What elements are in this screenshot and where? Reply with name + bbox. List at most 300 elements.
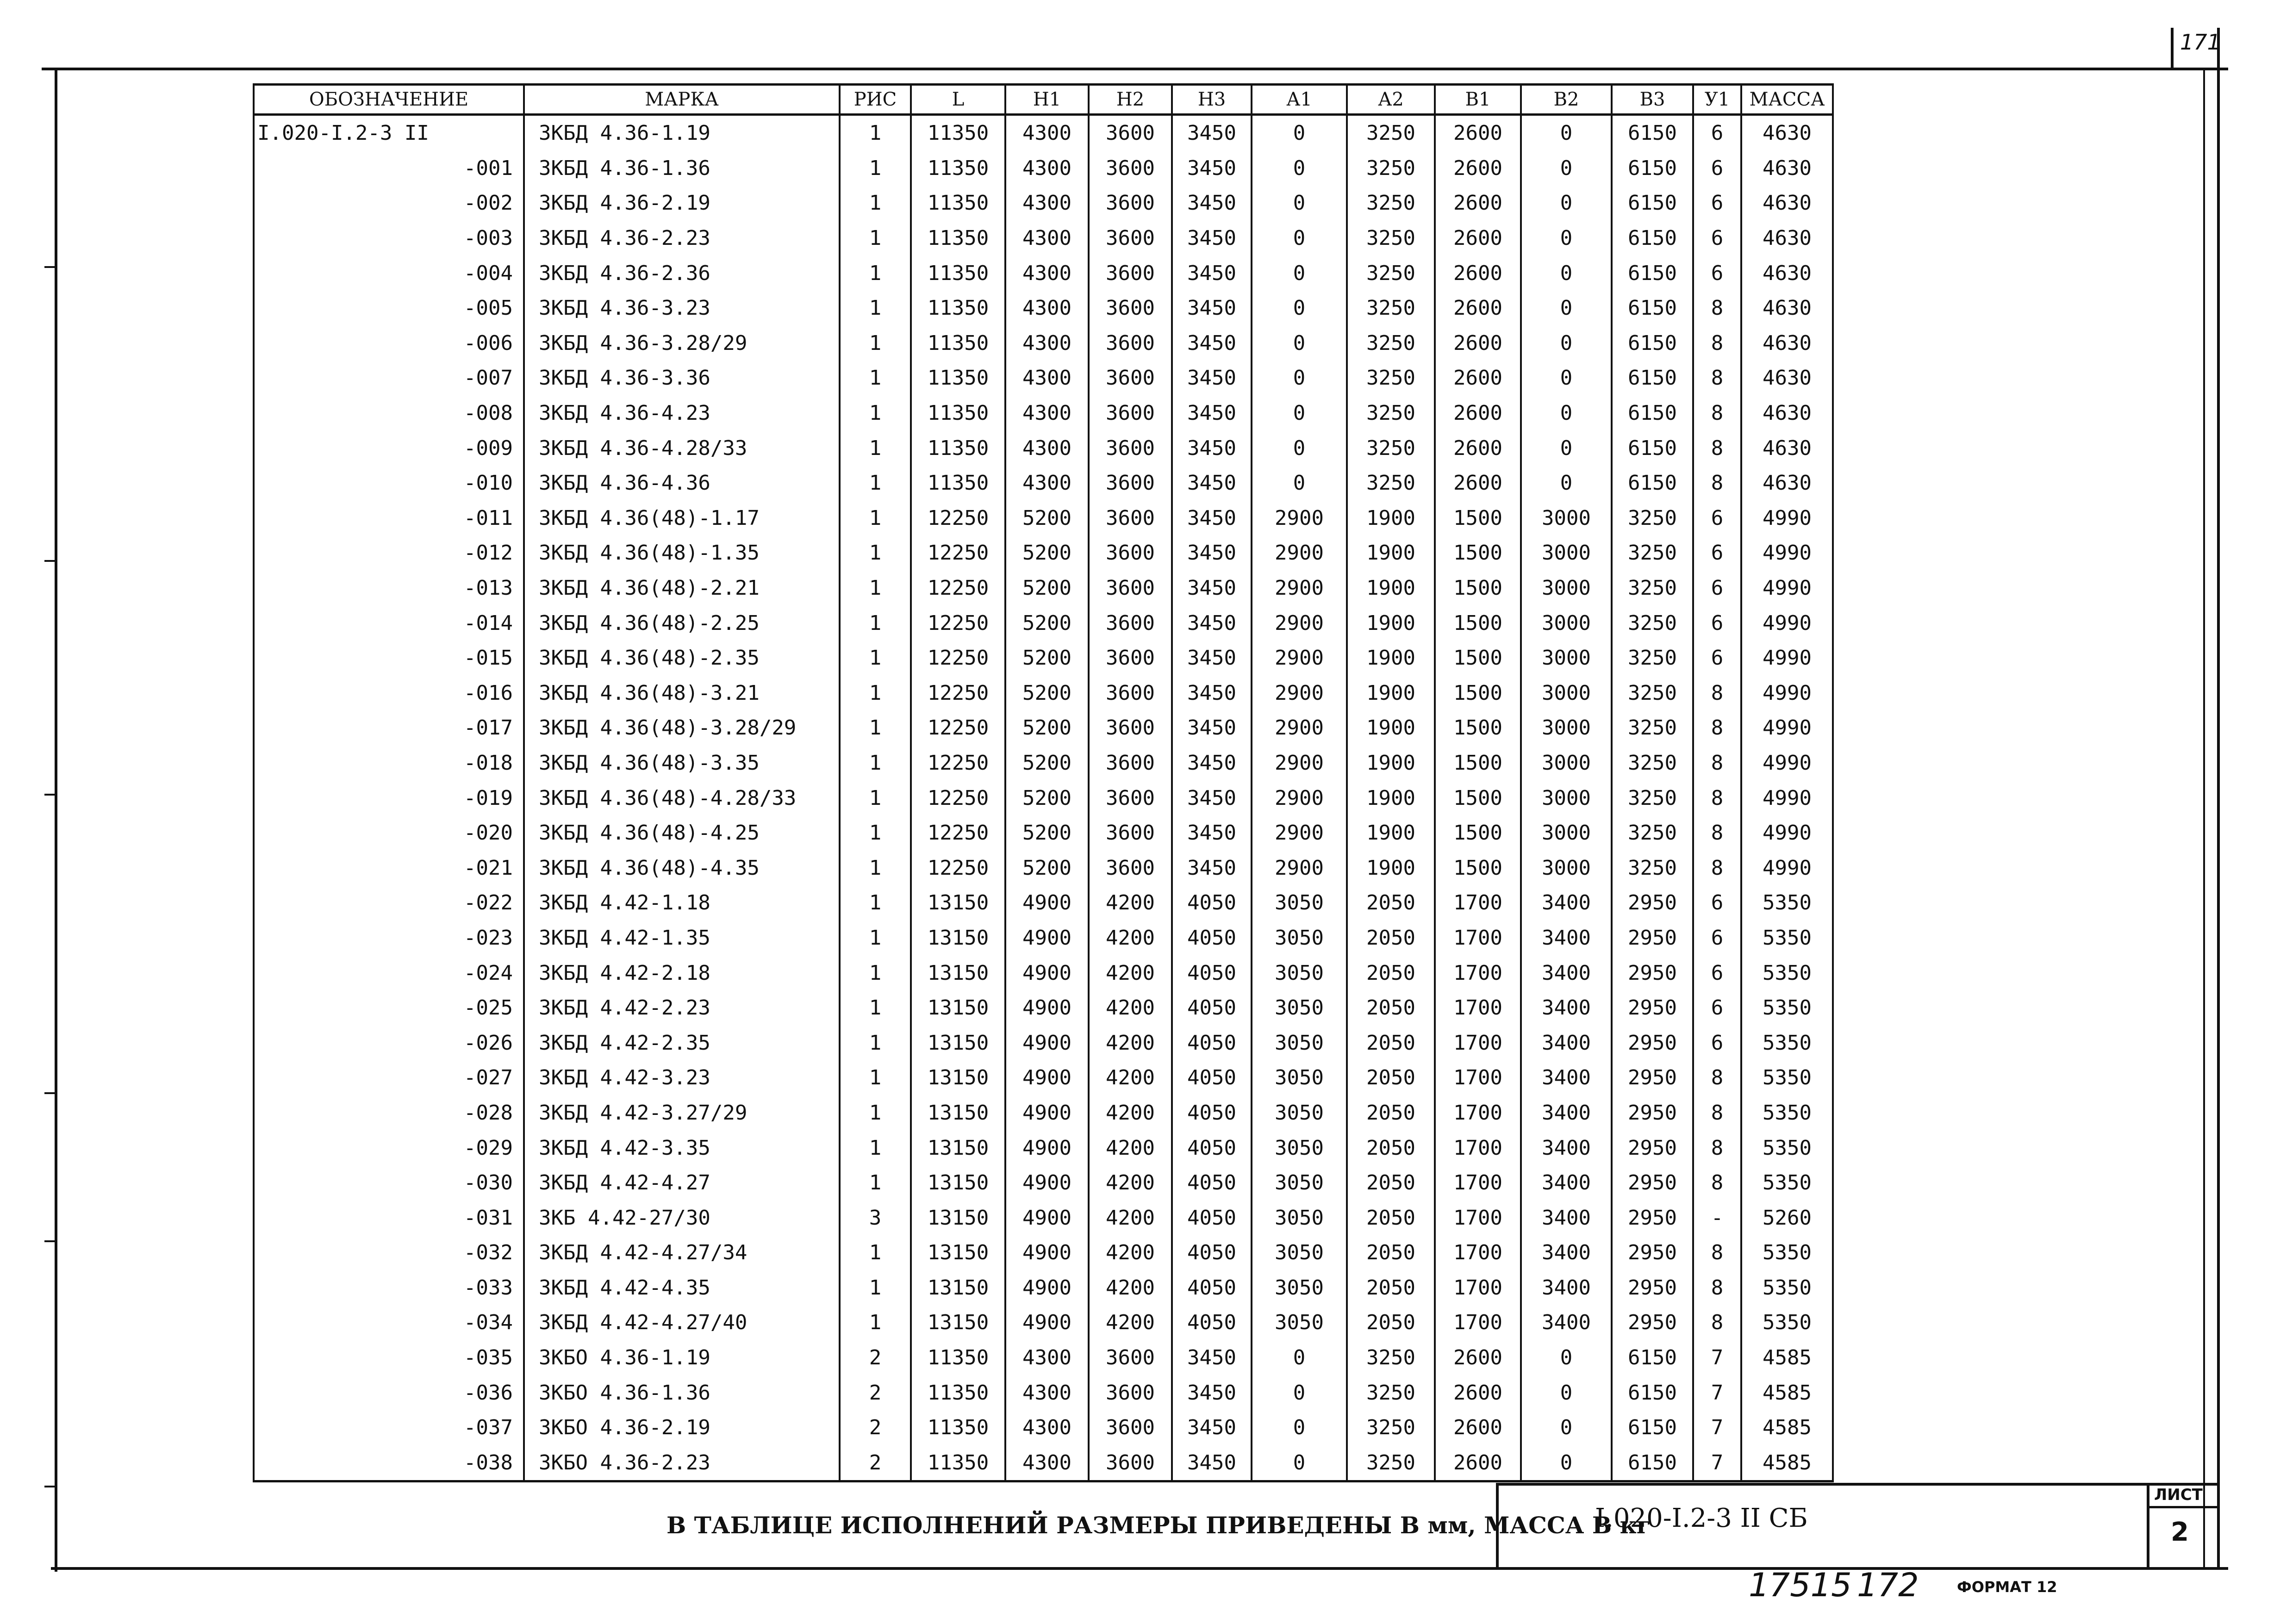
table-cell: ЗКБД 4.36(48)-4.25 [524,815,840,851]
table-cell: 1 [840,361,911,396]
table-cell: 13150 [911,885,1005,921]
table-cell: 3050 [1252,921,1347,956]
table-cell: 2600 [1435,115,1521,151]
table-cell: 3600 [1089,115,1172,151]
table-cell: 3600 [1089,396,1172,431]
table-cell: 2 [840,1340,911,1375]
column-header: Н1 [1005,85,1089,115]
table-cell: 0 [1521,326,1612,361]
table-row [254,1375,1833,1410]
table-cell: 5350 [1741,955,1833,990]
document-designation: I.020-I.2-3 II СБ [1595,1503,1808,1533]
table-cell: 1900 [1347,710,1435,746]
table-cell: 3600 [1089,641,1172,676]
table-row [254,710,1833,746]
table-cell: 2950 [1612,955,1693,990]
table-cell: 1 [840,1165,911,1201]
table-cell: 5350 [1741,1235,1833,1270]
table-cell: 1 [840,815,911,851]
table-row [254,361,1833,396]
table-cell: 11350 [911,430,1005,466]
table-cell: 4990 [1741,571,1833,606]
table-cell: 2900 [1252,710,1347,746]
table-cell: 6150 [1612,1445,1693,1481]
table-cell: ЗКБД 4.42-3.23 [524,1060,840,1095]
table-cell: 13150 [911,1165,1005,1201]
table-cell: 0 [1252,1340,1347,1375]
table-row [254,641,1833,676]
table-cell: 6150 [1612,221,1693,256]
table-cell: 1700 [1435,990,1521,1026]
table-cell: 0 [1521,151,1612,186]
table-cell: ЗКБД 4.36-4.36 [524,466,840,501]
table-cell: 8 [1693,676,1741,711]
table-cell: -037 [254,1410,524,1445]
table-row [254,1235,1833,1270]
table-cell: 4300 [1005,115,1089,151]
margin-tick [44,266,56,268]
table-cell: 4900 [1005,1130,1089,1165]
table-cell: 5350 [1741,1270,1833,1306]
table-cell: 3250 [1347,361,1435,396]
table-cell: 3400 [1521,1025,1612,1060]
table-cell: 4630 [1741,291,1833,326]
table-cell: 0 [1521,1375,1612,1410]
table-cell: -015 [254,641,524,676]
table-cell: 6150 [1612,1340,1693,1375]
table-cell: 4300 [1005,430,1089,466]
table-cell: 11350 [911,151,1005,186]
table-cell: 4050 [1172,1025,1252,1060]
table-cell: -028 [254,1095,524,1131]
table-cell: 3600 [1089,850,1172,885]
table-cell: -035 [254,1340,524,1375]
table-cell: 4200 [1089,1165,1172,1201]
table-cell: 4990 [1741,710,1833,746]
table-cell: 11350 [911,361,1005,396]
table-cell: 2050 [1347,885,1435,921]
column-header: ОБОЗНАЧЕНИЕ [254,85,524,115]
table-cell: 0 [1521,430,1612,466]
margin-tick [44,794,56,796]
column-header: У1 [1693,85,1741,115]
table-cell: 3450 [1172,710,1252,746]
table-cell: 13150 [911,1025,1005,1060]
column-header: В3 [1612,85,1693,115]
table-row [254,396,1833,431]
table-cell: 2900 [1252,501,1347,536]
table-cell: 6150 [1612,1375,1693,1410]
table-row [254,1200,1833,1235]
table-cell: 1700 [1435,885,1521,921]
table-cell: 5200 [1005,571,1089,606]
table-cell: 4200 [1089,1130,1172,1165]
table-cell: ЗКБД 4.36-3.23 [524,291,840,326]
table-cell: 4300 [1005,1340,1089,1375]
table-row [254,921,1833,956]
table-cell: ЗКБД 4.36(48)-4.28/33 [524,780,840,815]
table-cell: 4300 [1005,326,1089,361]
table-cell: 2050 [1347,921,1435,956]
table-row [254,1270,1833,1306]
table-cell: 3400 [1521,1165,1612,1201]
table-cell: 4300 [1005,466,1089,501]
table-cell: 13150 [911,1235,1005,1270]
table-cell: 3400 [1521,1200,1612,1235]
table-cell: 2950 [1612,990,1693,1026]
table-cell: 11350 [911,221,1005,256]
table-cell: 0 [1252,361,1347,396]
table-cell: 6 [1693,501,1741,536]
table-cell: 4300 [1005,221,1089,256]
table-cell: 8 [1693,396,1741,431]
table-cell: 2600 [1435,1375,1521,1410]
table-cell: 8 [1693,710,1741,746]
table-cell: 4900 [1005,885,1089,921]
table-cell: 3250 [1612,535,1693,571]
table-cell: 2050 [1347,1235,1435,1270]
table-cell: 2900 [1252,571,1347,606]
table-cell: 4300 [1005,396,1089,431]
table-cell: -006 [254,326,524,361]
table-cell: 2950 [1612,921,1693,956]
table-cell: 6 [1693,535,1741,571]
sheet-label: ЛИСТ [2154,1486,2203,1504]
table-cell: 8 [1693,780,1741,815]
table-cell: -016 [254,676,524,711]
table-cell: 3450 [1172,430,1252,466]
table-cell: 3000 [1521,746,1612,781]
table-cell: ЗКБ 4.42-27/30 [524,1200,840,1235]
table-cell: 4200 [1089,990,1172,1026]
table-cell: 12250 [911,641,1005,676]
table-cell: 6150 [1612,186,1693,221]
table-cell: 4050 [1172,1305,1252,1340]
table-cell: 4200 [1089,1025,1172,1060]
table-cell: 2950 [1612,885,1693,921]
table-cell: ЗКБД 4.36(48)-3.28/29 [524,710,840,746]
table-cell: ЗКБД 4.42-4.27/34 [524,1235,840,1270]
table-cell: 13150 [911,921,1005,956]
table-row [254,115,1833,151]
margin-tick [44,560,56,562]
table-cell: 4200 [1089,1235,1172,1270]
table-row [254,1025,1833,1060]
table-cell: 5200 [1005,676,1089,711]
table-cell: 1900 [1347,641,1435,676]
table-cell: 4990 [1741,850,1833,885]
table-cell: 3450 [1172,186,1252,221]
table-cell: 4200 [1089,921,1172,956]
table-cell: 3050 [1252,1025,1347,1060]
table-cell: 1500 [1435,815,1521,851]
table-cell: 1500 [1435,605,1521,641]
table-cell: 0 [1521,186,1612,221]
table-cell: 4630 [1741,430,1833,466]
table-cell: -023 [254,921,524,956]
table-cell: ЗКБД 4.36-2.19 [524,186,840,221]
table-cell: 4900 [1005,1305,1089,1340]
table-cell: 4630 [1741,396,1833,431]
margin-tick [44,1092,56,1094]
table-cell: 5350 [1741,990,1833,1026]
table-cell: 6150 [1612,151,1693,186]
table-cell: 6 [1693,605,1741,641]
table-cell: 3000 [1521,571,1612,606]
table-cell: 2600 [1435,396,1521,431]
table-cell: 4050 [1172,885,1252,921]
table-cell: 5350 [1741,1025,1833,1060]
table-cell: 5200 [1005,850,1089,885]
table-cell: -014 [254,605,524,641]
table-cell: 2050 [1347,1060,1435,1095]
table-cell: 13150 [911,1270,1005,1306]
table-cell: 6 [1693,571,1741,606]
table-cell: 4200 [1089,1305,1172,1340]
table-cell: 2950 [1612,1305,1693,1340]
table-cell: 3050 [1252,955,1347,990]
table-cell: 3000 [1521,605,1612,641]
table-cell: -007 [254,361,524,396]
table-cell: 4300 [1005,1375,1089,1410]
table-cell: 3450 [1172,255,1252,291]
table-cell: 4990 [1741,535,1833,571]
table-row [254,571,1833,606]
corner-box-left [2171,28,2174,69]
table-cell: 3050 [1252,990,1347,1026]
table-cell: 3600 [1089,1445,1172,1481]
table-cell: 1 [840,990,911,1026]
table-cell: 3450 [1172,1445,1252,1481]
table-cell: 3450 [1172,535,1252,571]
table-cell: 3450 [1172,151,1252,186]
table-cell: 1900 [1347,746,1435,781]
table-cell: ЗКБД 4.36-2.23 [524,221,840,256]
table-cell: 5200 [1005,535,1089,571]
table-cell: ЗКБД 4.42-4.35 [524,1270,840,1306]
table-cell: 4900 [1005,1060,1089,1095]
table-cell: 0 [1252,186,1347,221]
table-cell: 2600 [1435,361,1521,396]
table-cell: 2900 [1252,815,1347,851]
table-cell: 1900 [1347,676,1435,711]
table-cell: 6 [1693,151,1741,186]
table-row [254,151,1833,186]
table-cell: 2050 [1347,1200,1435,1235]
frame-right-inner [2203,68,2205,1570]
table-cell: 5200 [1005,710,1089,746]
table-cell: 4300 [1005,291,1089,326]
table-cell: 5350 [1741,885,1833,921]
table-cell: 5200 [1005,605,1089,641]
table-cell: 3600 [1089,676,1172,711]
table-cell: 3450 [1172,466,1252,501]
table-row [254,430,1833,466]
table-cell: 2600 [1435,466,1521,501]
table-cell: 12250 [911,780,1005,815]
table-cell: 1 [840,326,911,361]
table-cell: 4300 [1005,255,1089,291]
table-cell: 4990 [1741,780,1833,815]
table-cell: 3600 [1089,291,1172,326]
table-cell: 5350 [1741,1060,1833,1095]
table-cell: 3400 [1521,885,1612,921]
table-row [254,186,1833,221]
table-cell: 4585 [1741,1445,1833,1481]
table-cell: 2050 [1347,1025,1435,1060]
table-cell: 4990 [1741,746,1833,781]
table-cell: ЗКБД 4.42-1.18 [524,885,840,921]
table-cell: 1500 [1435,641,1521,676]
table-cell: 6 [1693,885,1741,921]
column-header: МАССА [1741,85,1833,115]
table-cell: 11350 [911,186,1005,221]
table-cell: 2 [840,1445,911,1481]
table-cell: 11350 [911,326,1005,361]
table-row [254,466,1833,501]
table-cell: 2600 [1435,151,1521,186]
table-cell: -029 [254,1130,524,1165]
table-cell: 12250 [911,605,1005,641]
table-cell: ЗКБД 4.42-3.27/29 [524,1095,840,1131]
table-cell: 12250 [911,535,1005,571]
table-cell: 1900 [1347,780,1435,815]
table-cell: 3250 [1612,746,1693,781]
table-cell: 1 [840,221,911,256]
table-cell: 11350 [911,115,1005,151]
table-cell: 3450 [1172,221,1252,256]
table-cell: 3250 [1347,466,1435,501]
table-cell: -033 [254,1270,524,1306]
table-cell: 11350 [911,466,1005,501]
table-cell: -017 [254,710,524,746]
table-cell: 4200 [1089,1270,1172,1306]
table-cell: -034 [254,1305,524,1340]
table-cell: 2600 [1435,186,1521,221]
table-cell: 3450 [1172,676,1252,711]
table-cell: 3000 [1521,501,1612,536]
table-cell: -012 [254,535,524,571]
table-cell: 0 [1252,151,1347,186]
table-cell: 4990 [1741,676,1833,711]
table-cell: 1500 [1435,571,1521,606]
page-number: 172 [1857,1566,1919,1604]
table-cell: 4300 [1005,186,1089,221]
table-cell: -013 [254,571,524,606]
table-cell: 1700 [1435,1165,1521,1201]
table-row [254,1060,1833,1095]
table-cell: -027 [254,1060,524,1095]
table-cell: 2050 [1347,1130,1435,1165]
table-cell: 4630 [1741,361,1833,396]
table-cell: -022 [254,885,524,921]
table-cell: 4900 [1005,921,1089,956]
table-cell: 4900 [1005,1025,1089,1060]
table-cell: 4900 [1005,1095,1089,1131]
table-cell: 1 [840,1060,911,1095]
table-cell: 13150 [911,990,1005,1026]
table-cell: 5200 [1005,746,1089,781]
table-cell: 1 [840,466,911,501]
table-cell: 1 [840,1270,911,1306]
table-cell: 0 [1252,1375,1347,1410]
table-cell: ЗКБО 4.36-2.19 [524,1410,840,1445]
table-cell: 4630 [1741,326,1833,361]
table-cell: 2900 [1252,641,1347,676]
table-cell: 8 [1693,1060,1741,1095]
table-cell: 3250 [1612,641,1693,676]
table-cell: 2900 [1252,780,1347,815]
table-cell: 7 [1693,1445,1741,1481]
titleblock-top [1496,1483,2219,1486]
table-cell: 4300 [1005,151,1089,186]
column-header: В2 [1521,85,1612,115]
table-cell: 3250 [1612,710,1693,746]
table-cell: -018 [254,746,524,781]
table-cell: 11350 [911,1375,1005,1410]
table-cell: 1 [840,255,911,291]
table-cell: 4630 [1741,151,1833,186]
table-cell: 12250 [911,746,1005,781]
column-header: МАРКА [524,85,840,115]
table-cell: 3450 [1172,641,1252,676]
table-cell: 3250 [1347,1340,1435,1375]
table-cell: 1700 [1435,1235,1521,1270]
table-cell: -026 [254,1025,524,1060]
margin-tick [44,1240,56,1242]
table-cell: ЗКБД 4.36(48)-4.35 [524,850,840,885]
table-cell: 4630 [1741,466,1833,501]
table-cell: ЗКБД 4.36(48)-2.25 [524,605,840,641]
table-cell: 6 [1693,955,1741,990]
table-cell: 3600 [1089,221,1172,256]
table-cell: 2950 [1612,1095,1693,1131]
table-cell: -011 [254,501,524,536]
table-cell: 3450 [1172,1410,1252,1445]
table-cell: 3000 [1521,850,1612,885]
table-cell: 1700 [1435,1060,1521,1095]
table-cell: 2900 [1252,746,1347,781]
table-cell: 12250 [911,501,1005,536]
table-cell: 4630 [1741,221,1833,256]
table-cell: 0 [1521,1410,1612,1445]
table-cell: 0 [1521,291,1612,326]
table-cell: 3000 [1521,535,1612,571]
table-cell: 4900 [1005,1235,1089,1270]
table-cell: 3600 [1089,746,1172,781]
table-cell: 0 [1252,466,1347,501]
table-cell: 6 [1693,186,1741,221]
table-cell: 2600 [1435,326,1521,361]
table-cell: ЗКБД 4.36-3.36 [524,361,840,396]
table-cell: -024 [254,955,524,990]
table-cell: 13150 [911,955,1005,990]
table-row [254,1095,1833,1131]
table-cell: 1 [840,291,911,326]
header-row [254,85,1833,115]
table-cell: 1 [840,501,911,536]
table-cell: 1 [840,850,911,885]
table-cell: 1700 [1435,1025,1521,1060]
table-cell: 3600 [1089,326,1172,361]
table-row [254,850,1833,885]
table-cell: 1700 [1435,1270,1521,1306]
table-cell: 3400 [1521,990,1612,1026]
table-cell: 3050 [1252,1235,1347,1270]
table-cell: 3450 [1172,605,1252,641]
table-cell: ЗКБД 4.42-4.27/40 [524,1305,840,1340]
column-header: А1 [1252,85,1347,115]
